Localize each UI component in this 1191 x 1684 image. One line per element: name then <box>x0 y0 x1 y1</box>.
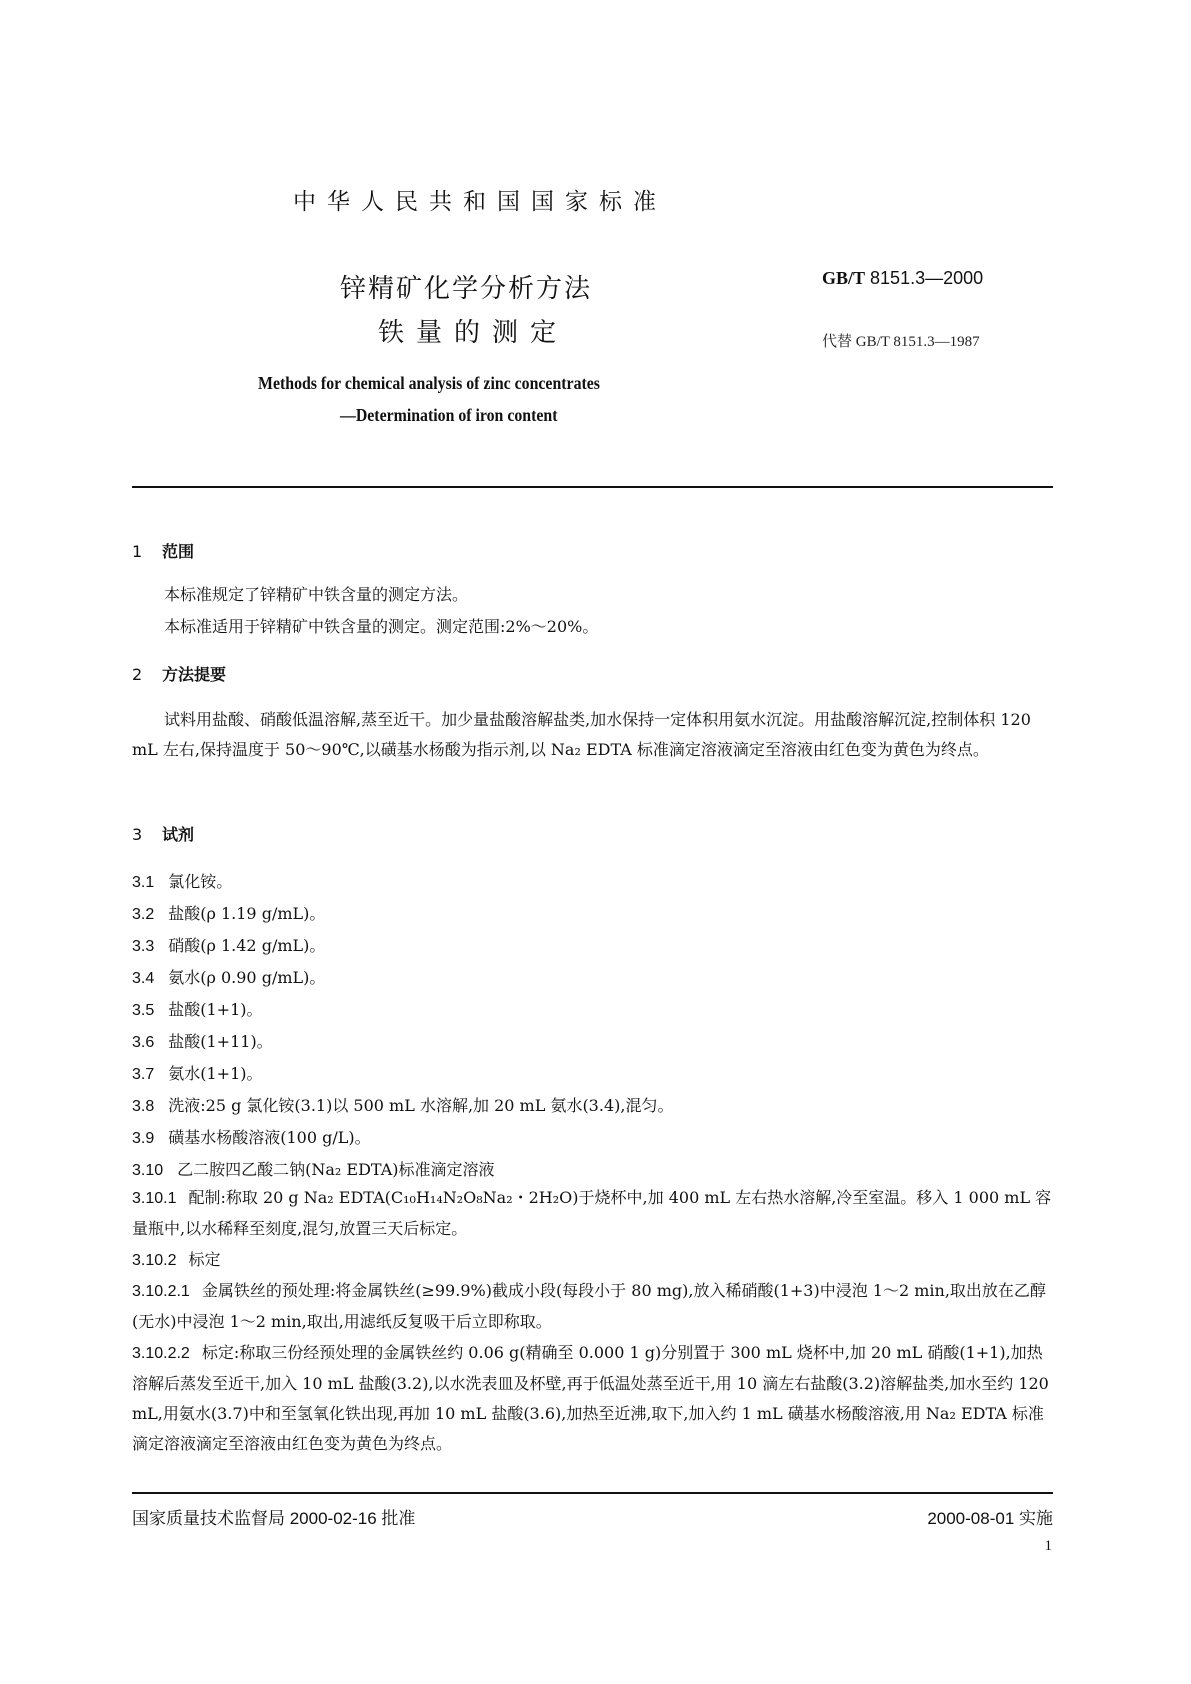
subsection-3-10-2-2 <box>132 1338 1053 1459</box>
item-number: 3.8 <box>132 1098 155 1115</box>
header-divider <box>132 486 1053 488</box>
item-text: 氨水(1+1)。 <box>168 1064 263 1083</box>
item-number: 3.1 <box>132 874 155 891</box>
section-title: 试剂 <box>162 825 195 844</box>
item-number: 3.7 <box>132 1066 155 1083</box>
section-heading-3 <box>132 822 194 845</box>
item-number: 3.10.2.2 <box>132 1345 190 1362</box>
item-text: 标定:称取三份经预处理的金属铁丝约 0.06 g(精确至 0.000 1 g)分别置于 300 mL 烧杯中,加 20 mL 硝酸(1+1),加热溶解后蒸发至近干,加入 10 mL 盐酸(3.2),以水洗表皿及杯壁,再于低温处蒸至近干,用 10 滴左右盐酸(3.2)溶解盐类,加水至约 120 mL,用氨水(3.7)中和至氢氧化铁出现,再加 10 mL 盐酸(3.6),加热至近沸,取下,加入约 1 mL 磺基水杨酸溶液,用 Na₂ EDTA 标准滴定溶液滴定至溶液由红色变为黄色为终点。 <box>132 1343 1049 1453</box>
section-number: 1 <box>132 542 143 561</box>
document-title-en: Methods for chemical analysis of zinc concentrates <box>258 373 600 393</box>
item-text: 硝酸(ρ 1.42 g/mL)。 <box>168 936 326 955</box>
document-subtitle-en: —Determination of iron content <box>340 405 558 425</box>
paragraph: 本标准适用于锌精矿中铁含量的测定。测定范围:2%～20%。 <box>164 617 599 636</box>
list-item <box>132 1061 263 1084</box>
section-heading-1 <box>132 539 194 562</box>
section-heading-2 <box>132 662 226 685</box>
standard-number-prefix: GB/T <box>822 268 866 288</box>
list-item <box>132 1029 273 1052</box>
approval-date: 国家质量技术监督局 2000-02-16 批准 <box>132 1509 416 1528</box>
item-text: 乙二胺四乙酸二钠(Na₂ EDTA)标准滴定溶液 <box>177 1160 495 1179</box>
effective-date: 2000-08-01 实施 <box>927 1509 1053 1528</box>
item-text: 洗液:25 g 氯化铵(3.1)以 500 mL 水溶解,加 20 mL 氨水(3.4),混匀。 <box>168 1096 674 1115</box>
paragraph: 本标准规定了锌精矿中铁含量的测定方法。 <box>164 585 469 604</box>
item-text: 盐酸(ρ 1.19 g/mL)。 <box>168 904 326 923</box>
standard-number-value: 8151.3—2000 <box>870 268 984 288</box>
item-number: 3.3 <box>132 938 155 955</box>
item-text: 金属铁丝的预处理:将金属铁丝(≥99.9%)截成小段(每段小于 80 mg),放入稀硝酸(1+3)中浸泡 1～2 min,取出放在乙醇(无水)中浸泡 1～2 min,取出,用滤纸反复吸干后立即称取。 <box>132 1281 1046 1331</box>
item-number: 3.2 <box>132 906 155 923</box>
national-standard-heading: 中华人民共和国国家标准 <box>293 189 667 215</box>
item-text: 配制:称取 20 g Na₂ EDTA(C₁₀H₁₄N₂O₈Na₂・2H₂O)于烧杯中,加 400 mL 左右热水溶解,冷至室温。移入 1 000 mL 容量瓶中,以水稀释至刻度,混匀,放置三天后标定。 <box>132 1188 1052 1238</box>
footer-divider <box>132 1492 1053 1494</box>
item-number: 3.6 <box>132 1034 155 1051</box>
list-item <box>132 1157 495 1180</box>
subsection-3-10-1 <box>132 1183 1053 1244</box>
item-number: 3.5 <box>132 1002 155 1019</box>
standard-number <box>822 268 983 289</box>
item-text: 盐酸(1+1)。 <box>168 1000 263 1019</box>
page-number: 1 <box>1044 1538 1052 1554</box>
list-item <box>132 901 325 924</box>
subsection-3-10-2-1 <box>132 1276 1053 1337</box>
list-item <box>132 1093 673 1116</box>
paragraph: 试料用盐酸、硝酸低温溶解,蒸至近干。加少量盐酸溶解盐类,加水保持一定体积用氨水沉淀。用盐酸溶解沉淀,控制体积 120 mL 左右,保持温度于 50～90℃,以磺基水杨酸为指示剂,以 Na₂ EDTA 标准滴定溶液滴定至溶液由红色变为黄色为终点。 <box>132 710 1031 759</box>
section-number: 3 <box>132 825 143 844</box>
list-item <box>132 997 263 1020</box>
item-text: 盐酸(1+11)。 <box>168 1032 273 1051</box>
list-item <box>132 869 232 892</box>
item-number: 3.10.2 <box>132 1252 177 1269</box>
list-item <box>132 965 325 988</box>
document-title-cn: 锌精矿化学分析方法 <box>340 274 593 304</box>
item-text: 磺基水杨酸溶液(100 g/L)。 <box>168 1128 371 1147</box>
item-text: 标定 <box>188 1250 221 1269</box>
item-number: 3.10.2.1 <box>132 1283 190 1300</box>
item-text: 氨水(ρ 0.90 g/mL)。 <box>168 968 326 987</box>
section-title: 范围 <box>162 542 195 561</box>
item-text: 氯化铵。 <box>168 872 233 891</box>
subsection-3-10-2 <box>132 1245 1053 1276</box>
section-number: 2 <box>132 665 143 684</box>
section-title: 方法提要 <box>162 665 227 684</box>
item-number: 3.10 <box>132 1162 164 1179</box>
document-subtitle-cn: 铁量的测定 <box>378 318 569 348</box>
replaces-standard: 代替 GB/T 8151.3—1987 <box>822 334 980 350</box>
item-number: 3.10.1 <box>132 1190 177 1207</box>
list-item <box>132 1125 371 1148</box>
item-number: 3.4 <box>132 970 155 987</box>
item-number: 3.9 <box>132 1130 155 1147</box>
list-item <box>132 933 325 956</box>
